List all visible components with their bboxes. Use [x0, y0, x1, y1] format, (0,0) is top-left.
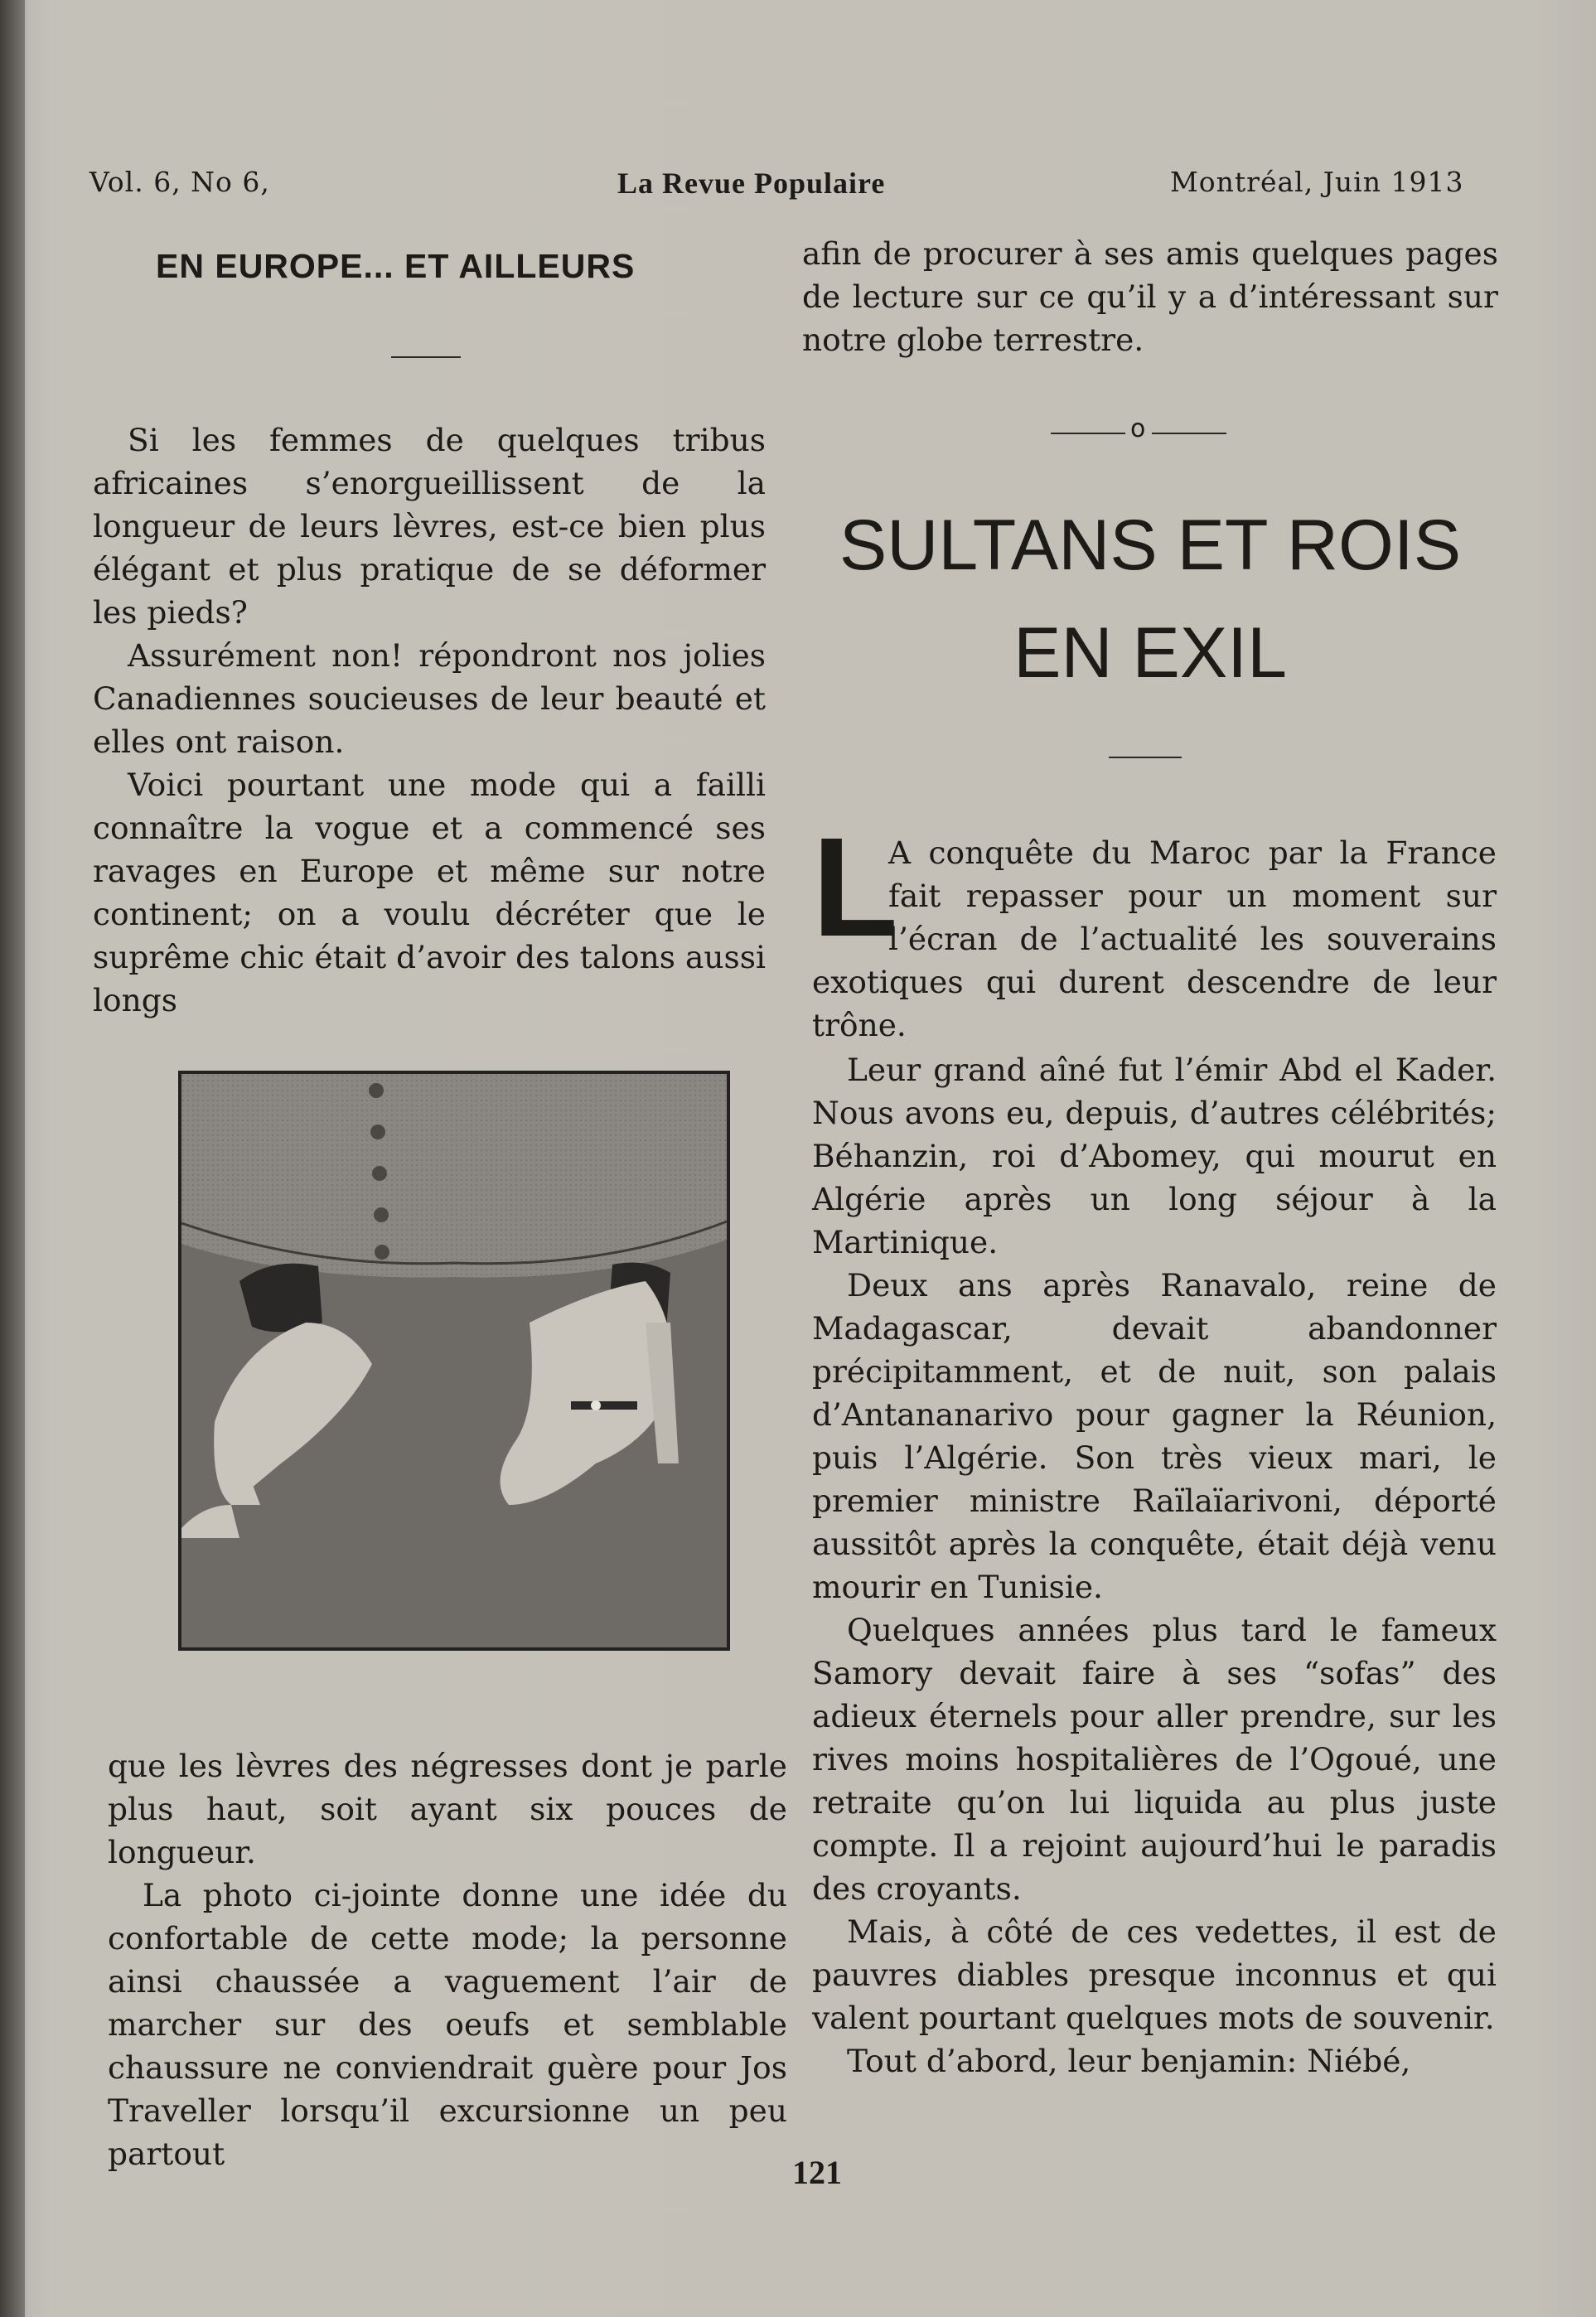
header-volume: Vol. 6, No 6,	[89, 166, 270, 198]
section-title: EN EUROPE... ET AILLEURS	[156, 247, 636, 285]
section-rule	[391, 356, 461, 358]
lead-paragraph-box	[812, 809, 1497, 1047]
right-continuation	[802, 232, 1498, 361]
separator-mark: o	[1130, 414, 1146, 443]
separator-rule-left	[1051, 433, 1125, 434]
right-body-text	[812, 1048, 1497, 2082]
paragraph: Voici pourtant une mode qui a failli connaître la vogue et a commencé ses ravages en Europe et même sur notre continent; on a voulu décréter que le suprême chic était d’avoir des talons aussi longs	[93, 767, 766, 1018]
paragraph: afin de procurer à ses amis quelques pages de lecture sur ce qu’il y a d’intéressant sur notre globe terrestre.	[802, 235, 1498, 358]
article-title-line1: SULTANS ET ROIS	[839, 505, 1462, 585]
paragraph: Si les femmes de quelques tribus africaines s’enorgueillissent de la longueur de leurs lèvres, est-ce bien plus élégant et plus pratique de se déformer les pieds?	[93, 422, 766, 631]
separator-rule-right	[1152, 433, 1226, 434]
paragraph: Leur grand aîné fut l’émir Abd el Kader. Nous avons eu, depuis, d’autres célébrités; Béhanzin, roi d’Abomey, qui mourut en Algérie après un long séjour à la Martinique.	[812, 1052, 1497, 1260]
drop-cap-spacer	[812, 809, 898, 966]
title-rule	[1109, 757, 1182, 758]
article-title-line2: EN EXIL	[1013, 613, 1287, 693]
lead-text: A conquête du Maroc par la France fait repasser pour un moment sur l’écran de l’actualité les souverains exotiques qui durent descendre de leur trône.	[812, 834, 1497, 1043]
header-date: Montréal, Juin 1913	[1170, 166, 1464, 198]
paragraph: Tout d’abord, leur benjamin: Niébé,	[847, 2043, 1411, 2079]
drop-cap: L	[812, 809, 898, 966]
page-number: 121	[792, 2154, 842, 2191]
shoes-photo	[178, 1071, 730, 1651]
header-publication: La Revue Populaire	[617, 167, 886, 200]
paragraph: que les lèvres des négresses dont je parle plus haut, soit ayant six pouces de longueur.	[108, 1748, 787, 1870]
paragraph: Assurément non! répondront nos jolies Canadiennes soucieuses de leur beauté et elles ont raison.	[93, 637, 766, 760]
left-top-text	[93, 418, 766, 1022]
lead-paragraph	[812, 809, 1497, 1047]
paragraph: La photo ci-jointe donne une idée du confortable de cette mode; la personne ainsi chaussée a vaguement l’air de marcher sur des oeufs et semblable chaussure ne conviendrait guère pour Jos Traveller lorsqu’il excursionne un peu partout	[108, 1877, 787, 2172]
left-bottom-text	[108, 1744, 787, 2175]
book-spine	[0, 0, 25, 2317]
paragraph: Quelques années plus tard le fameux Samory devait faire à ses “sofas” des adieux éternels pour aller prendre, sur les rives moins hospitalières de l’Ogoué, une retraite qu’on lui liquida au plus juste compte. Il a rejoint aujourd’hui le paradis des croyants.	[812, 1612, 1497, 1907]
shoes-illustration	[181, 1074, 727, 1647]
paragraph: Deux ans après Ranavalo, reine de Madagascar, devait abandonner précipitamment, et de nuit, son palais d’Antananarivo pour gagner la Réunion, puis l’Algérie. Son très vieux mari, le premier ministre Raïlaïarivoni, déporté aussitôt après la conquête, était déjà venu mourir en Tunisie.	[812, 1267, 1497, 1605]
paragraph: Mais, à côté de ces vedettes, il est de pauvres diables presque inconnus et qui valent pourtant quelques mots de souvenir.	[812, 1913, 1497, 2036]
